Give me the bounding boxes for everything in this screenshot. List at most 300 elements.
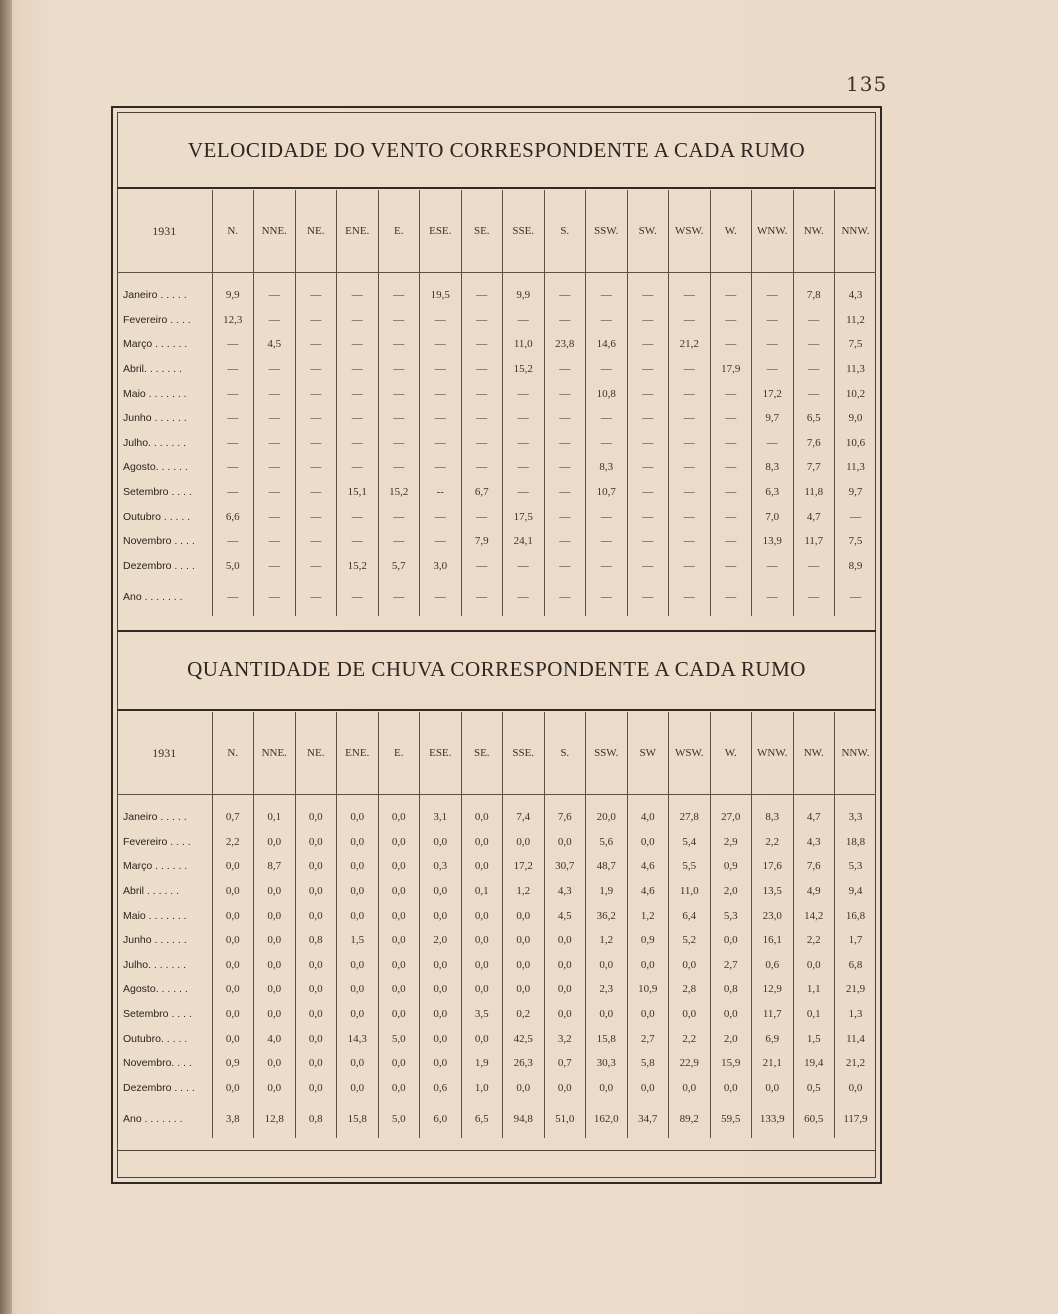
value-cell: 22,9 <box>669 1051 711 1076</box>
value-cell: 0,0 <box>544 1002 586 1027</box>
value-cell: — <box>212 431 254 456</box>
value-cell: — <box>420 578 462 616</box>
column-header: SSE. <box>503 190 545 273</box>
column-header: S. <box>544 190 586 273</box>
value-cell: 21,2 <box>835 1051 877 1076</box>
value-cell: 0,0 <box>295 1076 337 1101</box>
table-row <box>117 928 876 953</box>
value-cell: — <box>461 308 503 333</box>
value-cell: — <box>793 578 835 616</box>
value-cell: 0,0 <box>378 953 420 978</box>
value-cell: 15,8 <box>586 1026 628 1051</box>
value-cell: 1,0 <box>461 1076 503 1101</box>
table-row <box>117 953 876 978</box>
column-header: ENE. <box>337 190 379 273</box>
value-cell: 0,0 <box>461 854 503 879</box>
column-header: WNW. <box>752 712 794 795</box>
month-label: Abril . . . . . . <box>123 885 180 898</box>
value-cell: 30,7 <box>544 854 586 879</box>
value-cell: — <box>212 406 254 431</box>
value-cell: — <box>627 480 669 505</box>
value-cell: — <box>295 283 337 308</box>
value-cell: 26,3 <box>503 1051 545 1076</box>
value-cell: 0,0 <box>212 1076 254 1101</box>
value-cell: 4,7 <box>793 805 835 830</box>
value-cell: 16,1 <box>752 928 794 953</box>
value-cell: 6,5 <box>461 1100 503 1138</box>
value-cell: — <box>710 406 752 431</box>
value-cell: 0,0 <box>378 1002 420 1027</box>
value-cell: 0,0 <box>212 1026 254 1051</box>
value-cell: 8,3 <box>752 455 794 480</box>
value-cell: — <box>254 480 296 505</box>
value-cell: — <box>503 381 545 406</box>
value-cell: — <box>544 431 586 456</box>
value-cell: 0,8 <box>295 1100 337 1138</box>
value-cell: 0,0 <box>544 830 586 855</box>
value-cell: 0,0 <box>378 879 420 904</box>
column-header: NE. <box>295 712 337 795</box>
value-cell: — <box>669 431 711 456</box>
value-cell: 2,2 <box>793 928 835 953</box>
annual-total-row <box>117 578 876 616</box>
value-cell: 23,8 <box>544 332 586 357</box>
value-cell: 0,0 <box>420 977 462 1002</box>
column-header: SE. <box>461 190 503 273</box>
value-cell: 0,0 <box>254 879 296 904</box>
value-cell: — <box>378 504 420 529</box>
column-header: W. <box>710 190 752 273</box>
column-header: NW. <box>793 190 835 273</box>
value-cell: 0,0 <box>461 977 503 1002</box>
value-cell: 0,0 <box>461 953 503 978</box>
value-cell: 0,0 <box>295 953 337 978</box>
value-cell: 2,7 <box>710 953 752 978</box>
table-row <box>117 879 876 904</box>
value-cell: — <box>337 578 379 616</box>
value-cell: 11,7 <box>752 1002 794 1027</box>
value-cell: — <box>212 357 254 382</box>
value-cell: 5,0 <box>378 1100 420 1138</box>
value-cell: 0,0 <box>212 953 254 978</box>
value-cell: — <box>378 406 420 431</box>
table-row <box>117 357 876 382</box>
value-cell: 0,0 <box>544 1076 586 1101</box>
value-cell: 3,3 <box>835 805 877 830</box>
value-cell: — <box>254 504 296 529</box>
column-header: NNE. <box>254 712 296 795</box>
value-cell: 117,9 <box>835 1100 877 1138</box>
value-cell: 9,9 <box>503 283 545 308</box>
value-cell: 4,5 <box>254 332 296 357</box>
value-cell: 0,0 <box>461 903 503 928</box>
value-cell: — <box>669 283 711 308</box>
value-cell: 21,1 <box>752 1051 794 1076</box>
value-cell: 0,0 <box>710 1076 752 1101</box>
column-header: NW. <box>793 712 835 795</box>
value-cell: 2,0 <box>710 879 752 904</box>
value-cell: 4,3 <box>835 283 877 308</box>
value-cell: 19,4 <box>793 1051 835 1076</box>
value-cell: 59,5 <box>710 1100 752 1138</box>
wind-speed-header-row <box>117 190 876 273</box>
value-cell: 0,0 <box>793 953 835 978</box>
value-cell: 0,0 <box>337 854 379 879</box>
value-cell: — <box>793 381 835 406</box>
value-cell: — <box>420 406 462 431</box>
value-cell: — <box>669 406 711 431</box>
value-cell: — <box>586 431 628 456</box>
value-cell: 8,3 <box>752 805 794 830</box>
value-cell: — <box>378 431 420 456</box>
table-row <box>117 455 876 480</box>
value-cell: 0,8 <box>710 977 752 1002</box>
month-label: Março . . . . . . <box>123 338 188 351</box>
value-cell: 0,0 <box>378 903 420 928</box>
value-cell: 0,0 <box>337 1076 379 1101</box>
value-cell: 1,9 <box>461 1051 503 1076</box>
value-cell: 15,2 <box>503 357 545 382</box>
value-cell: 0,0 <box>295 1026 337 1051</box>
value-cell: 0,0 <box>337 805 379 830</box>
table-row <box>117 308 876 333</box>
value-cell: 0,6 <box>752 953 794 978</box>
value-cell: — <box>378 529 420 554</box>
value-cell: 15,2 <box>337 554 379 579</box>
value-cell: — <box>503 455 545 480</box>
value-cell: 3,1 <box>420 805 462 830</box>
value-cell: — <box>627 504 669 529</box>
value-cell: 0,0 <box>503 953 545 978</box>
value-cell: — <box>461 554 503 579</box>
value-cell: 7,5 <box>835 332 877 357</box>
value-cell: — <box>378 308 420 333</box>
table-row <box>117 977 876 1002</box>
month-label: Abril. . . . . . . <box>123 363 182 376</box>
value-cell: 11,4 <box>835 1026 877 1051</box>
value-cell: 8,3 <box>586 455 628 480</box>
value-cell: 2,2 <box>752 830 794 855</box>
value-cell: 0,0 <box>586 953 628 978</box>
value-cell: 2,7 <box>627 1026 669 1051</box>
value-cell: — <box>295 529 337 554</box>
value-cell: 5,5 <box>669 854 711 879</box>
value-cell: 1,2 <box>503 879 545 904</box>
value-cell: 4,6 <box>627 854 669 879</box>
value-cell: 0,0 <box>212 977 254 1002</box>
value-cell: 5,0 <box>378 1026 420 1051</box>
value-cell: 0,0 <box>503 903 545 928</box>
value-cell: 11,0 <box>503 332 545 357</box>
value-cell: 4,5 <box>544 903 586 928</box>
value-cell: — <box>544 554 586 579</box>
value-cell: 4,0 <box>627 805 669 830</box>
value-cell: 4,7 <box>793 504 835 529</box>
column-header: NNW. <box>835 190 877 273</box>
value-cell: 0,0 <box>420 830 462 855</box>
value-cell: — <box>669 381 711 406</box>
value-cell: — <box>254 578 296 616</box>
value-cell: — <box>378 455 420 480</box>
month-label: Julho. . . . . . . <box>123 436 187 449</box>
value-cell: — <box>461 406 503 431</box>
year-header: 1931 <box>117 712 212 795</box>
value-cell: — <box>627 431 669 456</box>
value-cell: 15,1 <box>337 480 379 505</box>
value-cell: 6,4 <box>669 903 711 928</box>
value-cell: — <box>752 431 794 456</box>
value-cell: 0,0 <box>254 903 296 928</box>
month-label: Janeiro . . . . . <box>123 811 187 824</box>
value-cell: 0,8 <box>295 928 337 953</box>
value-cell: — <box>793 554 835 579</box>
value-cell: 0,0 <box>295 854 337 879</box>
value-cell: 7,6 <box>793 854 835 879</box>
year-header: 1931 <box>117 190 212 273</box>
value-cell: 0,0 <box>627 953 669 978</box>
value-cell: — <box>461 283 503 308</box>
value-cell: 13,5 <box>752 879 794 904</box>
column-header: W. <box>710 712 752 795</box>
value-cell: — <box>503 480 545 505</box>
month-label: Agosto. . . . . . <box>123 983 188 996</box>
value-cell: — <box>254 283 296 308</box>
value-cell: — <box>710 455 752 480</box>
value-cell: — <box>295 406 337 431</box>
value-cell: — <box>295 504 337 529</box>
value-cell: — <box>793 332 835 357</box>
value-cell: 14,3 <box>337 1026 379 1051</box>
value-cell: 0,0 <box>212 879 254 904</box>
value-cell: — <box>544 529 586 554</box>
value-cell: 0,0 <box>295 1051 337 1076</box>
value-cell: 3,8 <box>212 1100 254 1138</box>
value-cell: 0,0 <box>254 1051 296 1076</box>
value-cell: 0,0 <box>254 977 296 1002</box>
value-cell: 1,2 <box>627 903 669 928</box>
value-cell: 0,0 <box>295 977 337 1002</box>
table-row <box>117 1026 876 1051</box>
page-number: 135 <box>846 72 888 96</box>
value-cell: 0,0 <box>254 928 296 953</box>
value-cell: — <box>503 431 545 456</box>
value-cell: 0,0 <box>627 1076 669 1101</box>
value-cell: 2,2 <box>669 1026 711 1051</box>
value-cell: — <box>254 406 296 431</box>
value-cell: 5,3 <box>710 903 752 928</box>
value-cell: 2,8 <box>669 977 711 1002</box>
value-cell: 6,3 <box>752 480 794 505</box>
value-cell: 0,5 <box>793 1076 835 1101</box>
value-cell: 1,7 <box>835 928 877 953</box>
value-cell: 2,3 <box>586 977 628 1002</box>
value-cell: — <box>503 578 545 616</box>
column-header: WSW. <box>669 190 711 273</box>
table-row <box>117 805 876 830</box>
value-cell: 13,9 <box>752 529 794 554</box>
value-cell: — <box>544 283 586 308</box>
value-cell: 23,0 <box>752 903 794 928</box>
column-header: E. <box>378 190 420 273</box>
value-cell: — <box>212 480 254 505</box>
value-cell: — <box>212 381 254 406</box>
value-cell: 20,0 <box>586 805 628 830</box>
value-cell: — <box>295 332 337 357</box>
value-cell: 0,0 <box>337 830 379 855</box>
value-cell: 34,7 <box>627 1100 669 1138</box>
value-cell: — <box>420 332 462 357</box>
value-cell: 5,0 <box>212 554 254 579</box>
rainfall-title-rule <box>117 709 876 711</box>
value-cell: — <box>503 406 545 431</box>
rainfall-header-row <box>117 712 876 795</box>
value-cell: 0,0 <box>212 854 254 879</box>
column-header: SSW. <box>586 712 628 795</box>
value-cell: — <box>337 381 379 406</box>
value-cell: — <box>586 504 628 529</box>
table-row <box>117 1051 876 1076</box>
value-cell: 12,8 <box>254 1100 296 1138</box>
wind-speed-title-rule <box>117 187 876 189</box>
month-label: Fevereiro . . . . <box>123 313 191 326</box>
value-cell: — <box>752 578 794 616</box>
value-cell: 0,0 <box>337 1002 379 1027</box>
value-cell: 89,2 <box>669 1100 711 1138</box>
value-cell: — <box>710 504 752 529</box>
value-cell: 0,0 <box>669 1002 711 1027</box>
value-cell: 16,8 <box>835 903 877 928</box>
value-cell: — <box>627 578 669 616</box>
table-row <box>117 504 876 529</box>
value-cell: 17,5 <box>503 504 545 529</box>
value-cell: 0,0 <box>254 953 296 978</box>
value-cell: — <box>295 308 337 333</box>
value-cell: 0,0 <box>544 953 586 978</box>
month-label: Dezembro . . . . <box>123 1081 195 1094</box>
value-cell: 7,9 <box>461 529 503 554</box>
value-cell: 0,9 <box>212 1051 254 1076</box>
value-cell: 10,7 <box>586 480 628 505</box>
value-cell: — <box>254 381 296 406</box>
table-row <box>117 480 876 505</box>
value-cell: — <box>710 332 752 357</box>
value-cell: 15,2 <box>378 480 420 505</box>
value-cell: 4,3 <box>544 879 586 904</box>
value-cell: — <box>461 578 503 616</box>
section-divider-top <box>117 630 876 632</box>
value-cell: 0,0 <box>669 1076 711 1101</box>
value-cell: — <box>461 504 503 529</box>
column-header: SE. <box>461 712 503 795</box>
value-cell: 0,0 <box>503 830 545 855</box>
value-cell: — <box>586 357 628 382</box>
value-cell: — <box>212 529 254 554</box>
table-row <box>117 830 876 855</box>
value-cell: 0,0 <box>627 1002 669 1027</box>
value-cell: — <box>793 308 835 333</box>
value-cell: 11,8 <box>793 480 835 505</box>
value-cell: 10,6 <box>835 431 877 456</box>
value-cell: — <box>461 357 503 382</box>
value-cell: 5,4 <box>669 830 711 855</box>
value-cell: 0,7 <box>212 805 254 830</box>
value-cell: 0,0 <box>586 1076 628 1101</box>
value-cell: 11,0 <box>669 879 711 904</box>
value-cell: 0,0 <box>295 879 337 904</box>
value-cell: 12,3 <box>212 308 254 333</box>
value-cell: — <box>337 332 379 357</box>
value-cell: — <box>254 529 296 554</box>
value-cell: — <box>669 455 711 480</box>
value-cell: 7,4 <box>503 805 545 830</box>
value-cell: — <box>586 554 628 579</box>
month-label: Setembro . . . . <box>123 486 192 499</box>
value-cell: 0,0 <box>378 1076 420 1101</box>
table-bottom-rule <box>117 1150 876 1151</box>
value-cell: 14,2 <box>793 903 835 928</box>
table-row <box>117 1076 876 1101</box>
value-cell: 0,0 <box>378 805 420 830</box>
value-cell: — <box>669 504 711 529</box>
rainfall-table <box>117 712 876 1138</box>
value-cell: 1,3 <box>835 1002 877 1027</box>
value-cell: 0,0 <box>378 1051 420 1076</box>
value-cell: 6,7 <box>461 480 503 505</box>
value-cell: — <box>337 529 379 554</box>
page-binding-edge <box>0 0 12 1314</box>
value-cell: 0,0 <box>212 1002 254 1027</box>
value-cell: — <box>378 283 420 308</box>
table-row <box>117 529 876 554</box>
value-cell: — <box>461 431 503 456</box>
value-cell: — <box>337 504 379 529</box>
value-cell: — <box>627 455 669 480</box>
value-cell: — <box>337 308 379 333</box>
value-cell: — <box>586 529 628 554</box>
value-cell: — <box>669 554 711 579</box>
value-cell: 30,3 <box>586 1051 628 1076</box>
value-cell: 9,7 <box>752 406 794 431</box>
value-cell: 6,0 <box>420 1100 462 1138</box>
month-label: Dezembro . . . . <box>123 559 195 572</box>
value-cell: — <box>295 455 337 480</box>
value-cell: — <box>627 332 669 357</box>
value-cell: — <box>420 308 462 333</box>
value-cell: 7,0 <box>752 504 794 529</box>
value-cell: — <box>544 381 586 406</box>
value-cell: 1,1 <box>793 977 835 1002</box>
month-label: Novembro . . . . <box>123 535 195 548</box>
table-row <box>117 854 876 879</box>
value-cell: 0,0 <box>337 953 379 978</box>
value-cell: — <box>627 308 669 333</box>
value-cell: 2,0 <box>710 1026 752 1051</box>
column-header: ENE. <box>337 712 379 795</box>
value-cell: — <box>544 308 586 333</box>
value-cell: 0,0 <box>461 1026 503 1051</box>
month-label: Junho . . . . . . <box>123 934 187 947</box>
value-cell: — <box>710 554 752 579</box>
value-cell: — <box>793 357 835 382</box>
value-cell: 0,0 <box>420 1051 462 1076</box>
value-cell: — <box>835 504 877 529</box>
value-cell: 94,8 <box>503 1100 545 1138</box>
value-cell: — <box>461 455 503 480</box>
value-cell: — <box>461 381 503 406</box>
value-cell: 0,0 <box>461 928 503 953</box>
rainfall-title: QUANTIDADE DE CHUVA CORRESPONDENTE A CADA RUMO <box>187 657 806 681</box>
value-cell: — <box>752 554 794 579</box>
